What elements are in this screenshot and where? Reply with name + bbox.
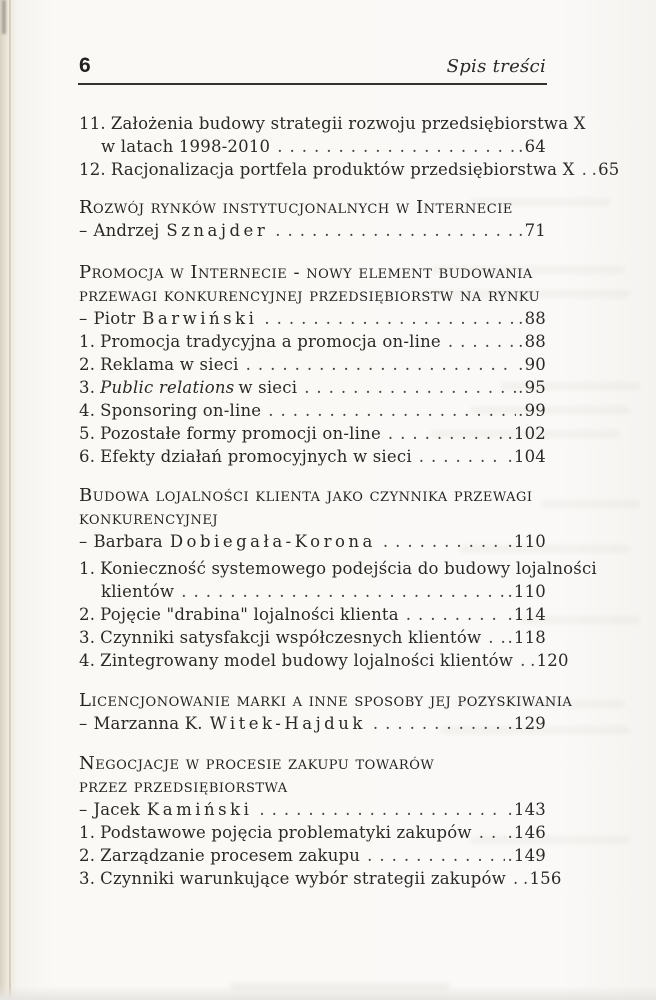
dot-leader — [448, 330, 516, 353]
chapter-author-row — [79, 712, 546, 735]
entry-number: 5. — [79, 424, 96, 443]
entry-title: w sieci — [238, 378, 298, 397]
entry-title: Efekty działań promocyjnych w sieci — [100, 447, 412, 466]
entry-page: . 120 — [530, 649, 569, 672]
entry-title: Pozostałe formy promocji on-line — [100, 424, 381, 443]
entry-page: . 146 — [507, 821, 546, 844]
chapter-heading-continuation — [79, 775, 546, 798]
chapter-author-row — [79, 219, 546, 242]
entry-page: . 99 — [518, 399, 546, 422]
toc-entry — [79, 844, 546, 867]
toc-entry — [79, 353, 546, 376]
dot-leader — [268, 399, 516, 422]
toc-entry — [79, 158, 620, 181]
author-given-name: Piotr — [93, 309, 136, 328]
entry-number: 3. — [79, 378, 96, 397]
chapter-author-row — [79, 307, 546, 330]
dot-leader — [513, 867, 521, 890]
entry-title: Pojęcie "drabina" lojalności klienta — [100, 605, 399, 624]
chapter-title: Negocjacje w procesie zakupu towarów — [79, 753, 435, 774]
toc-entry — [79, 376, 546, 399]
entry-page: . 102 — [507, 422, 546, 445]
entry-page: . 110 — [507, 530, 546, 553]
toc-entry — [79, 649, 569, 672]
entry-page: . 90 — [518, 353, 546, 376]
entry-title: Czynniki satysfakcji współczesnych klientów — [100, 628, 482, 647]
entry-number: 4. — [79, 651, 96, 670]
dot-leader — [246, 353, 517, 376]
toc-entry — [79, 557, 597, 580]
entry-number: 2. — [79, 846, 96, 865]
dot-leader — [388, 422, 506, 445]
dot-leader — [264, 307, 516, 330]
entry-number: 3. — [79, 628, 96, 647]
bleedthrough-artifact — [230, 982, 450, 990]
page-number: 6 — [79, 54, 91, 77]
toc-entry — [79, 330, 546, 353]
author-given-name: Barbara — [93, 532, 163, 551]
entry-number: 6. — [79, 447, 96, 466]
toc-entry — [79, 422, 546, 445]
table-of-contents — [79, 112, 620, 890]
dot-leader — [406, 603, 506, 626]
entry-page: . 156 — [523, 867, 562, 890]
author-given-name: Andrzej — [93, 221, 160, 240]
toc-entry — [79, 603, 546, 626]
chapter-title: Promocja w Internecie - nowy element budowania — [79, 262, 533, 283]
dot-leader — [419, 445, 506, 468]
dot-leader — [277, 135, 516, 158]
dot-leader — [479, 821, 506, 844]
dot-leader — [181, 580, 505, 603]
entry-page: . 143 — [507, 798, 546, 821]
entry-number: 12. — [79, 160, 106, 179]
dot-leader — [520, 649, 528, 672]
entry-title: Zarządzanie procesem zakupu — [100, 846, 361, 865]
toc-entry — [79, 821, 546, 844]
chapter-heading-continuation — [79, 284, 546, 307]
dot-leader — [488, 626, 505, 649]
chapter-title: Budowa lojalności klienta jako czynnika przewagi — [79, 485, 533, 506]
dot-leader — [259, 798, 505, 821]
author-dash: – — [79, 532, 88, 551]
author-surname: Kamiński — [146, 800, 253, 819]
entry-page: . 64 — [518, 135, 546, 158]
dot-leader — [582, 158, 590, 181]
author-dash: – — [79, 221, 88, 240]
chapter-title: konkurencyjnej — [79, 508, 219, 529]
toc-entry — [79, 399, 546, 422]
entry-page: . 104 — [507, 445, 546, 468]
entry-title: Promocja tradycyjna a promocja on-line — [100, 332, 441, 351]
chapter-heading — [79, 484, 546, 507]
chapter-title: Rozwój rynków instytucjonalnych w Internecie — [79, 197, 513, 218]
entry-title: Reklama w sieci — [100, 355, 239, 374]
toc-entry — [79, 626, 546, 649]
author-dash: – — [79, 800, 88, 819]
author-dash: – — [79, 714, 88, 733]
author-given-name: Jacek — [93, 800, 140, 819]
entry-page: . 95 — [518, 376, 546, 399]
dot-leader — [373, 712, 506, 735]
bleedthrough-artifact — [540, 500, 640, 508]
chapter-author-row — [79, 798, 546, 821]
entry-page: . 88 — [518, 330, 546, 353]
entry-number: 2. — [79, 355, 96, 374]
entry-number: 1. — [79, 332, 96, 351]
chapter-heading — [79, 196, 546, 219]
scan-artifact — [2, 0, 6, 34]
entry-title: Sponsoring on-line — [100, 401, 262, 420]
dot-leader — [275, 219, 516, 242]
entry-title: Zintegrowany model budowy lojalności klientów — [100, 651, 514, 670]
toc-entry — [79, 867, 562, 890]
entry-title: Podstawowe pojęcia problematyki zakupów — [100, 823, 472, 842]
entry-page: . 110 — [507, 580, 546, 603]
entry-number: 1. — [79, 823, 96, 842]
entry-number: 3. — [79, 869, 96, 888]
dot-leader — [304, 376, 516, 399]
page-seam-shadow — [9, 0, 11, 1000]
author-surname: Dobiegała-Korona — [169, 532, 376, 551]
entry-page: . 88 — [518, 307, 546, 330]
entry-page: . 118 — [507, 626, 546, 649]
entry-title: klientów — [101, 582, 175, 601]
author-surname: Barwiński — [142, 309, 258, 328]
chapter-title: przez przedsiębiorstwa — [79, 776, 288, 797]
dot-leader — [367, 844, 505, 867]
page-header — [79, 54, 546, 82]
entry-title: w latach 1998-2010 — [101, 137, 271, 156]
entry-number: 4. — [79, 401, 96, 420]
chapter-heading — [79, 261, 546, 284]
chapter-heading — [79, 752, 546, 775]
entry-title: Konieczność systemowego podejścia do budowy lojalności — [100, 559, 597, 578]
author-dash: – — [79, 309, 88, 328]
author-surname: Sznajder — [166, 221, 269, 240]
running-title: Spis treści — [446, 56, 546, 77]
author-surname: Witek-Hajduk — [209, 714, 366, 733]
dot-leader — [383, 530, 506, 553]
entry-title: Czynniki warunkujące wybór strategii zakupów — [100, 869, 507, 888]
chapter-title: przewagi konkurencyjnej przedsiębiorstw na rynku — [79, 285, 541, 306]
chapter-title: Licencjonowanie marki a inne sposoby jej pozyskiwania — [79, 690, 573, 711]
toc-entry — [79, 445, 546, 468]
entry-number: 2. — [79, 605, 96, 624]
entry-title: Założenia budowy strategii rozwoju przedsiębiorstwa X — [110, 114, 586, 133]
entry-page: . 65 — [592, 158, 620, 181]
chapter-author-row — [79, 530, 546, 553]
toc-entry-continuation — [79, 135, 546, 158]
entry-page: . 114 — [507, 603, 546, 626]
entry-number: 1. — [79, 559, 96, 578]
toc-entry — [79, 112, 586, 135]
chapter-heading-continuation — [79, 507, 546, 530]
author-given-name: Marzanna K. — [93, 714, 203, 733]
entry-page: . 129 — [507, 712, 546, 735]
entry-page: . 149 — [507, 844, 546, 867]
entry-title-italic: Public relations — [100, 378, 235, 397]
entry-number: 11. — [79, 114, 106, 133]
toc-entry-continuation — [79, 580, 546, 603]
header-rule — [78, 83, 547, 85]
entry-title: Racjonalizacja portfela produktów przedsiębiorstwa X — [110, 160, 575, 179]
entry-page: . 71 — [518, 219, 546, 242]
chapter-heading — [79, 689, 573, 712]
